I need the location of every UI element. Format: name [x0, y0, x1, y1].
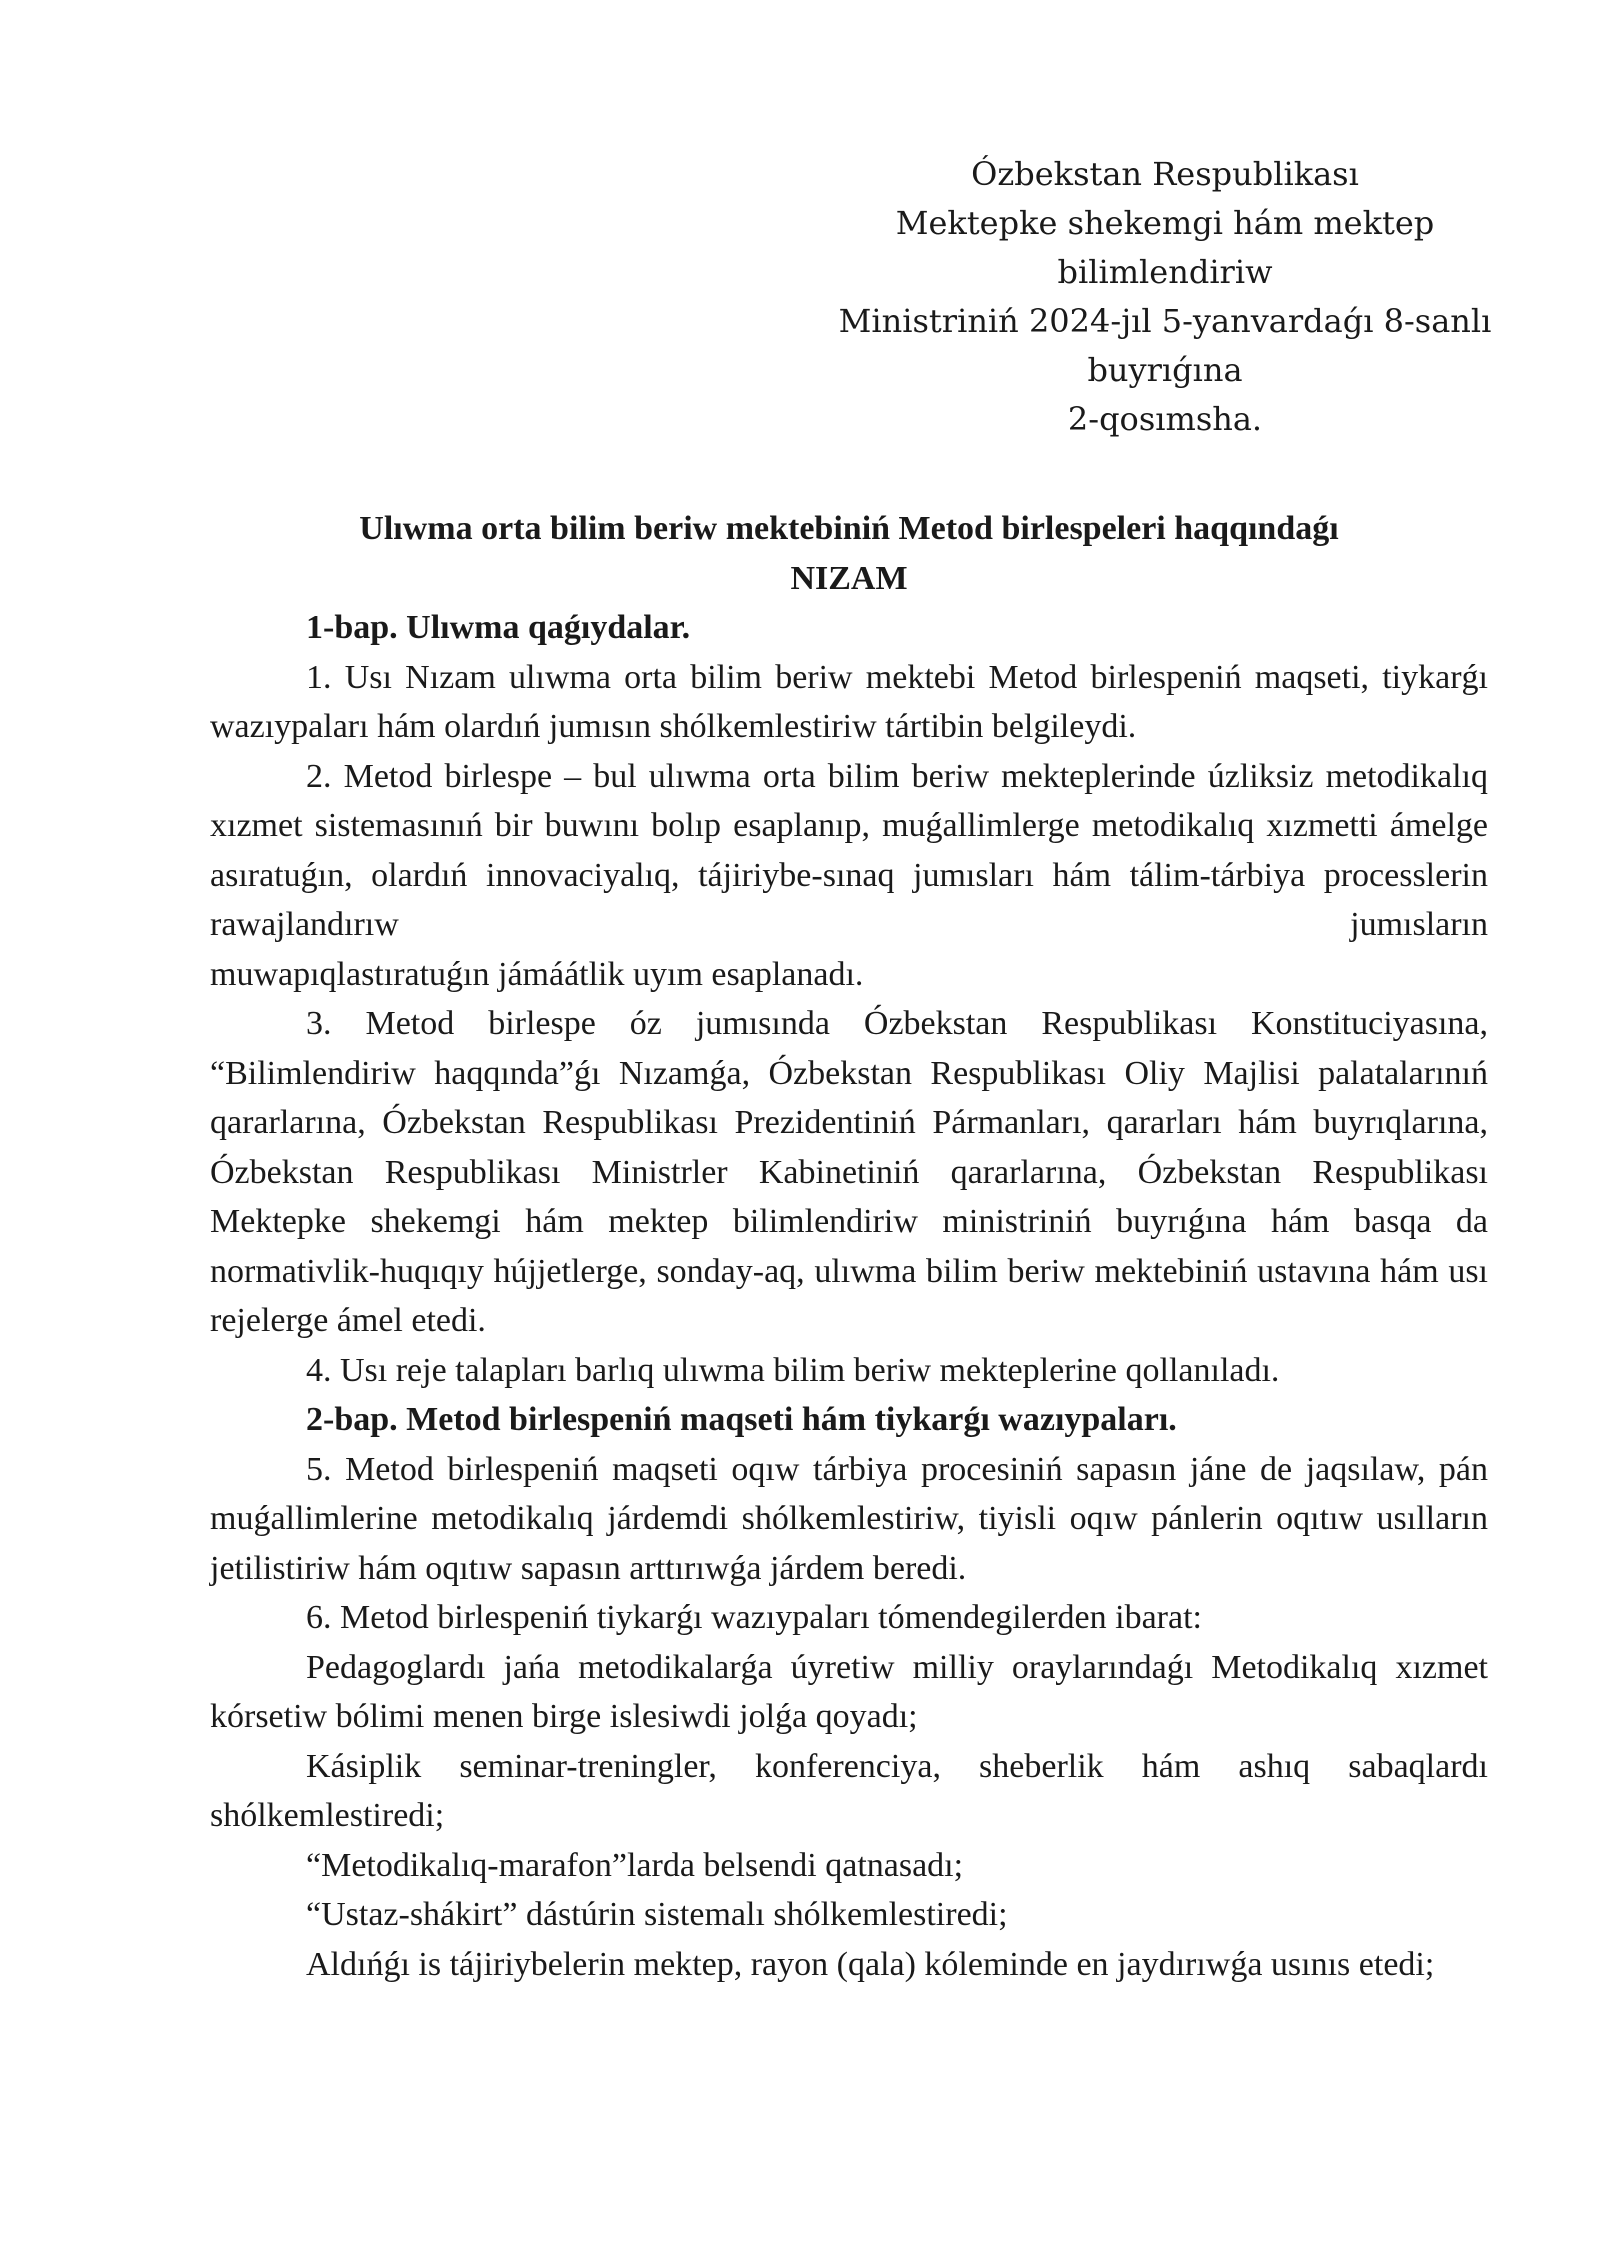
header-line: bilimlendiriw — [1057, 253, 1273, 291]
task-item-2: Kásiplik seminar-treningler, konferenciya, sheberlik hám ashıq sabaqlardı shólkemlestiredi; — [210, 1747, 1488, 1834]
header-line: Ózbekstan Respublikası — [971, 155, 1359, 193]
task-item-4: “Ustaz-shákirt” dástúrin sistemalı shólkemlestiredi; — [306, 1896, 1008, 1933]
header-line: Mektepke shekemgi hám mektep — [895, 204, 1435, 242]
header-line: Ministriniń 2024-jıl 5-yanvardaǵı 8-sanlı — [838, 302, 1492, 340]
approval-header — [820, 150, 1510, 444]
paragraph-1: 1. Usı Nızam ulıwma orta bilim beriw mektebi Metod birlespeniń maqseti, tiykarǵı wazıypaları hám olardıń jumısın shólkemlestiriw tártibin belgileydi. — [210, 658, 1488, 745]
paragraph-2: 2. Metod birlespe – bul ulıwma orta bilim beriw mekteplerinde úzliksiz metodikalıq xızmet sistemasınıń bir buwını bolıp esaplanıp, muǵallimlerge metodikalıq xızmetti ámelge asıratuǵın, olardıń innovaciyalıq, tájiriybe-sınaq jumısları hám tálim-tárbiya processlerin rawajlandırıw jumısların — [210, 757, 1488, 943]
paragraph-2-end: muwapıqlastıratuǵın jámáátlik uyım esaplanadı. — [210, 955, 864, 993]
paragraph-6: 6. Metod birlespeniń tiykarǵı wazıypaları tómendegilerden ibarat: — [306, 1599, 1202, 1636]
header-line: 2-qosımsha. — [1067, 400, 1263, 438]
document-body — [210, 504, 1488, 1989]
document-title-line: Ulıwma orta bilim beriw mektebiniń Metod birlespeleri haqqındaǵı — [359, 510, 1339, 547]
chapter-heading-2: 2-bap. Metod birlespeniń maqseti hám tiykarǵı wazıypaları. — [306, 1401, 1177, 1438]
document-title — [210, 504, 1488, 603]
task-item-5: Aldıńǵı is tájiriybelerin mektep, rayon (qala) kóleminde en jaydırıwǵa usınıs etedi; — [306, 1945, 1435, 1983]
document-title-heading: NIZAM — [790, 559, 908, 597]
task-item-3: “Metodikalıq-marafon”larda belsendi qatnasadı; — [306, 1846, 964, 1884]
paragraph-5: 5. Metod birlespeniń maqseti oqıw tárbiya procesiniń sapasın jáne de jaqsılaw, pán muǵallimlerine metodikalıq járdemdi shólkemlestiriw, tiyisli oqıw pánlerin oqıtıw usılların jetilistiriw hám oqıtıw sapasın arttırıwǵa járdem beredi. — [210, 1450, 1488, 1587]
paragraph-3: 3. Metod birlespe óz jumısında Ózbekstan Respublikası Konstituciyasına, “Bilimlendiriw haqqında”ǵı Nızamǵa, Ózbekstan Respublikası Oliy Majlisi palatalarınıń qararlarına, Ózbekstan Respublikası Prezidentiniń Pármanları, qararları hám buyrıqlarına, Ózbekstan Respublikası Ministrler Kabinetiniń qararlarına, Ózbekstan Respublikası Mektepke shekemgi hám mektep bilimlendiriw ministriniń buyrıǵına hám basqa da normativlik-huqıqıy hújjetlerge, sonday-aq, ulıwma bilim beriw mektebiniń ustavına hám usı rejelerge ámel etedi. — [210, 1005, 1488, 1339]
header-line: buyrıǵına — [1087, 351, 1243, 389]
task-item-1: Pedagoglardı jańa metodikalarǵa úyretiw milliy oraylarındaǵı Metodikalıq xızmet kórsetiw bólimi menen birge islesiwdi jolǵa qoyadı; — [210, 1648, 1488, 1735]
paragraph-4: 4. Usı reje talapları barlıq ulıwma bilim beriw mekteplerine qollanıladı. — [306, 1351, 1280, 1389]
chapter-heading-1: 1-bap. Ulıwma qaǵıydalar. — [306, 609, 691, 646]
